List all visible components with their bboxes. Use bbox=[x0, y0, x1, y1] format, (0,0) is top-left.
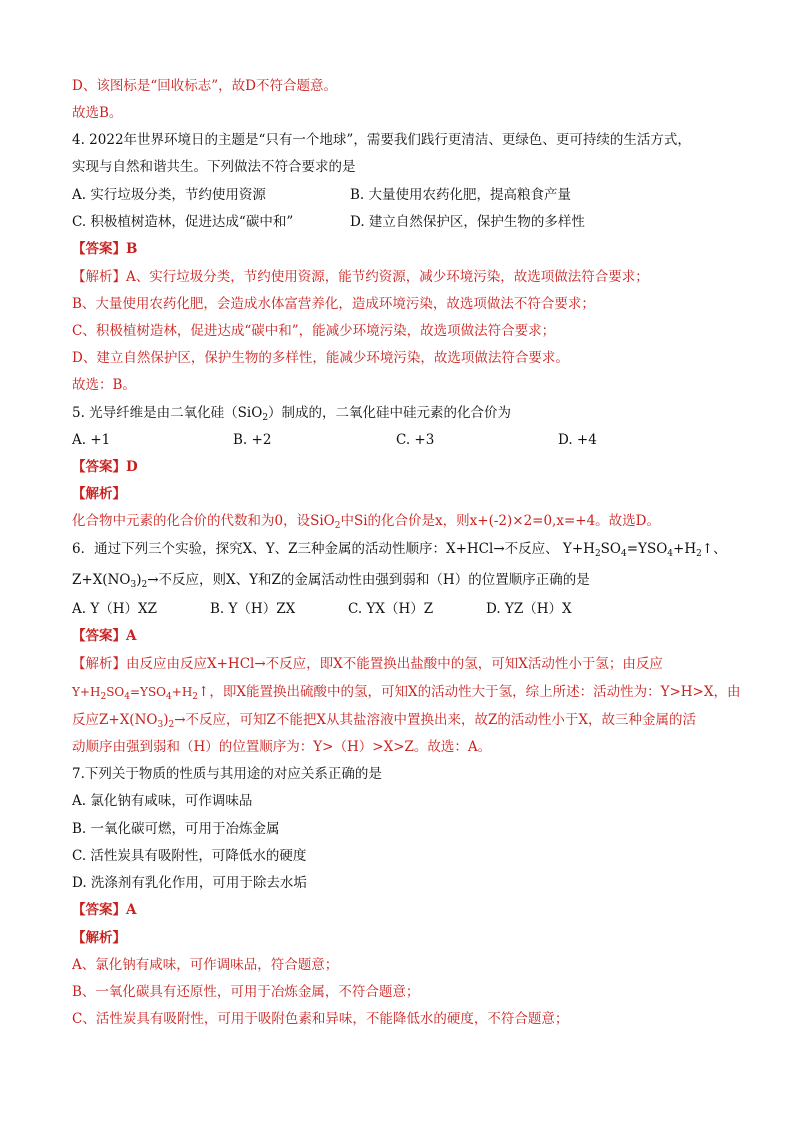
option-d: D. 建立自然保护区，保护生物的多样性 bbox=[350, 214, 585, 230]
explanation-line: B、大量使用农药化肥，会造成水体富营养化，造成环境污染，故选项做法不符合要求； bbox=[72, 296, 595, 312]
explanation-line: A、氯化钠有咸味，可作调味品，符合题意； bbox=[72, 957, 339, 973]
answer-label: 【答案】A bbox=[72, 902, 137, 918]
explanation-line: D、建立自然保护区，保护生物的多样性，能减少环境污染，故选项做法符合要求。 bbox=[72, 350, 569, 366]
explanation-line: C、积极植树造林，促进达成“碳中和”，能减少环境污染，故选项做法符合要求； bbox=[72, 323, 556, 339]
option-a: A. 氯化钠有咸味，可作调味品 bbox=[72, 793, 253, 809]
question-6-stem: 6．通过下列三个实验，探究X、Y、Z三种金属的活动性顺序：X+HCl→不反应、 $Y+H_2SO_4=YSO_4+H_2↑$、 bbox=[72, 541, 727, 559]
explanation-line: B、一氧化碳具有还原性，可用于冶炼金属，不符合题意； bbox=[72, 984, 420, 1000]
answer-label: 【答案】D bbox=[72, 459, 138, 475]
explanation-line: 【解析】由反应由反应X+HCl→不反应，即X不能置换出盐酸中的氢，可知X活动性小于氢；由反应 bbox=[72, 656, 663, 672]
explanation-label: 【解析】 bbox=[72, 486, 126, 502]
option-b: B. Y（H）ZX bbox=[210, 601, 296, 617]
option-a: A. 实行垃圾分类，节约使用资源 bbox=[72, 187, 266, 203]
explanation-line: 反应$Z+X(NO_3)_2\to$不反应，可知Z不能把X从其盐溶液中置换出来，故Z的活动性小于X，故三种金属的活 bbox=[72, 712, 696, 730]
option-b: B. 大量使用农药化肥，提高粮食产量 bbox=[350, 187, 572, 203]
option-b: B. +2 bbox=[233, 432, 272, 448]
explanation-label: 【解析】 bbox=[72, 930, 126, 946]
option-c: C. 活性炭具有吸附性，可降低水的硬度 bbox=[72, 848, 307, 864]
option-c: C. YX（H）Z bbox=[348, 601, 434, 617]
question-4-stem: 4. 2022年世界环境日的主题是“只有一个地球”，需要我们践行更清洁、更绿色、更可持续的生活方式， bbox=[72, 132, 691, 148]
option-d: D. 洗涤剂有乳化作用，可用于除去水垢 bbox=[72, 875, 307, 891]
option-c: C. 积极植树造林，促进达成“碳中和” bbox=[72, 214, 294, 230]
explanation-line: 化合物中元素的化合价的代数和为0，设SiO$_2$中Si的化合价是x，则x+(-2)×2=0,x=+4。故选D。 bbox=[72, 513, 660, 531]
explanation-line: C、活性炭具有吸附性，可用于吸附色素和异味，不能降低水的硬度，不符合题意； bbox=[72, 1011, 569, 1027]
explanation-line: 【解析】A、实行垃圾分类，节约使用资源，能节约资源，减少环境污染，故选项做法符合要求； bbox=[72, 269, 649, 285]
explanation-line: 故选：B。 bbox=[72, 377, 136, 393]
option-d: D. YZ（H）X bbox=[486, 601, 572, 617]
option-b: B. 一氧化碳可燃，可用于冶炼金属 bbox=[72, 821, 280, 837]
question-6-stem: $Z+X(NO_3)_2\to$不反应，则X、Y和Z的金属活动性由强到弱和（H）的位置顺序正确的是 bbox=[72, 572, 590, 590]
text-line: D、该图标是“回收标志”，故D不符合题意。 bbox=[72, 78, 337, 94]
option-a: A. Y（H）XZ bbox=[72, 601, 158, 617]
explanation-line: 动顺序由强到弱和（H）的位置顺序为：Y>（H）>X>Z。故选：A。 bbox=[72, 739, 492, 755]
explanation-line: $Y+H_2SO_4=YSO_4+H_2↑$，即X能置换出硫酸中的氢，可知X的活动性大于氢，综上所述：活动性为：Y>H>X，由 bbox=[72, 684, 741, 702]
answer-label: 【答案】A bbox=[72, 628, 137, 644]
option-d: D. +4 bbox=[558, 432, 597, 448]
option-a: A. +1 bbox=[72, 432, 111, 448]
question-7-stem: 7.下列关于物质的性质与其用途的对应关系正确的是 bbox=[72, 766, 382, 782]
answer-label: 【答案】B bbox=[72, 241, 138, 257]
option-c: C. +3 bbox=[396, 432, 435, 448]
text-line: 故选B。 bbox=[72, 105, 123, 121]
question-5-stem: 5. 光导纤维是由二氧化硅（SiO$_2$）制成的，二氧化硅中硅元素的化合价为 bbox=[72, 405, 512, 423]
question-4-stem: 实现与自然和谐共生。下列做法不符合要求的是 bbox=[72, 159, 356, 175]
